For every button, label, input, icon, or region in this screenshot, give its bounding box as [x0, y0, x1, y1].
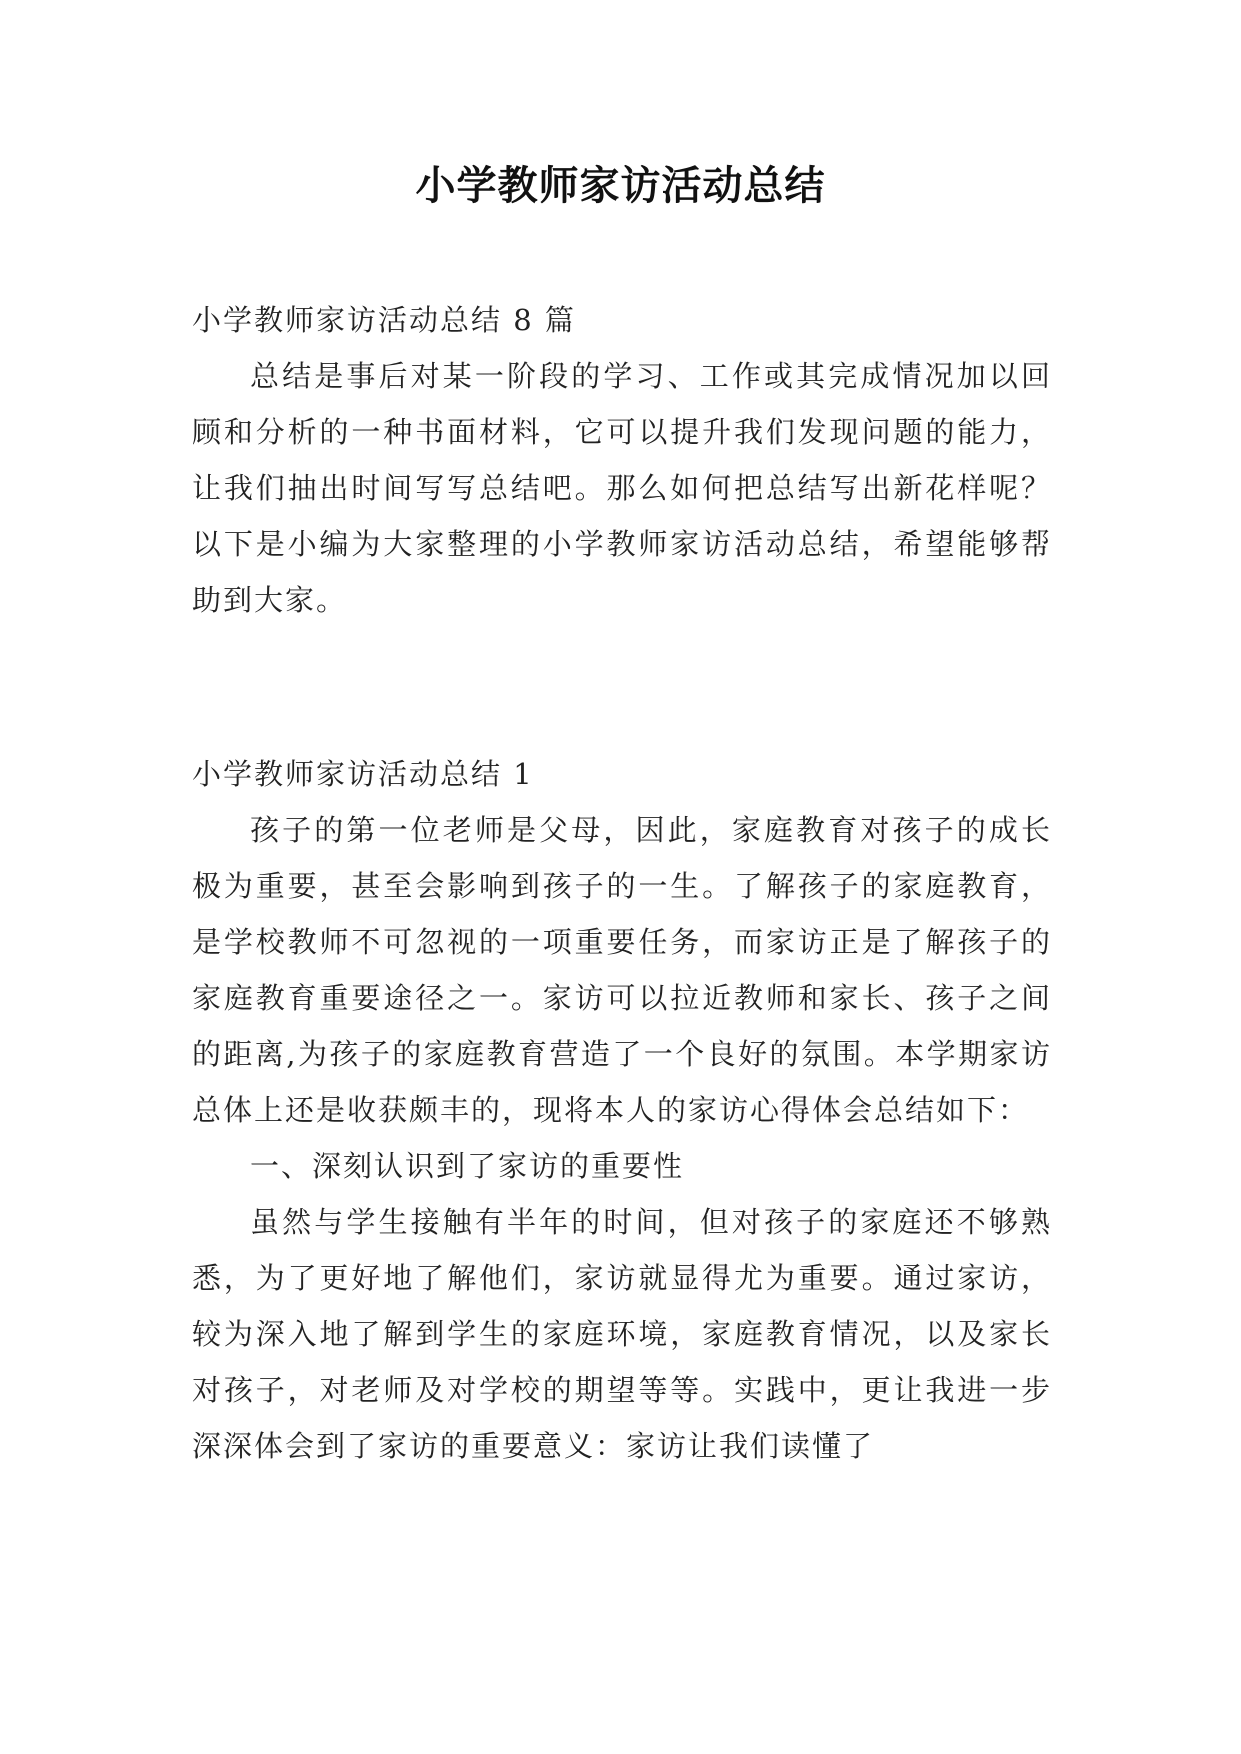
- section-1-subheading: 一、深刻认识到了家访的重要性: [250, 1149, 685, 1183]
- intro-paragraph: 总结是事后对某一阶段的学习、工作或其完成情况加以回顾和分析的一种书面材料，它可以提升我们发现问题的能力，让我们抽出时间写写总结吧。那么如何把总结写出新花样呢？以下是小编为大家整理的小学教师家访活动总结，希望能够帮助到大家。: [192, 359, 1052, 617]
- document-title: 小学教师家访活动总结: [415, 163, 826, 209]
- intro-heading: 小学教师家访活动总结 8 篇: [192, 303, 576, 337]
- section-1: [192, 746, 1052, 1474]
- section-1-heading: 小学教师家访活动总结 1: [192, 757, 534, 791]
- section-1-paragraph-2: 虽然与学生接触有半年的时间，但对孩子的家庭还不够熟悉，为了更好地了解他们，家访就显得尤为重要。通过家访，较为深入地了解到学生的家庭环境，家庭教育情况，以及家长对孩子，对老师及对学校的期望等等。实践中，更让我进一步深深体会到了家访的重要意义：家访让我们读懂了: [192, 1205, 1052, 1463]
- section-1-paragraph-1: 孩子的第一位老师是父母，因此，家庭教育对孩子的成长极为重要，甚至会影响到孩子的一生。了解孩子的家庭教育，是学校教师不可忽视的一项重要任务，而家访正是了解孩子的家庭教育重要途径之一。家访可以拉近教师和家长、孩子之间的距离,为孩子的家庭教育营造了一个良好的氛围。本学期家访总体上还是收获颇丰的，现将本人的家访心得体会总结如下：: [192, 813, 1052, 1127]
- intro-section: [192, 292, 1052, 628]
